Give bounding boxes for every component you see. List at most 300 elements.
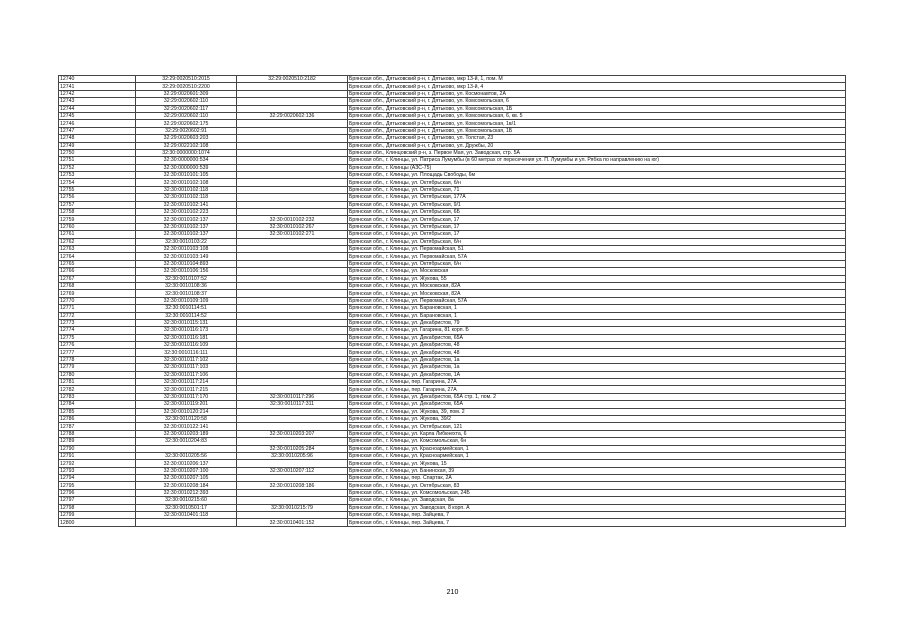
row-number-cell: 12768 <box>59 282 136 289</box>
cadastral-number-cell: 32:30:0010401:118 <box>136 512 237 519</box>
table-row <box>59 438 846 445</box>
sub-cadastral-number-cell <box>237 238 348 245</box>
address-cell: Брянская обл., г. Клинцы, ул. Октябрьская, 17 <box>348 216 846 223</box>
cadastral-number-cell: 32:30:0010120:58 <box>136 415 237 422</box>
sub-cadastral-number-cell: 32:30:0010207:112 <box>237 467 348 474</box>
cadastral-number-cell: 32:30:0010114:51 <box>136 305 237 312</box>
cadastral-number-cell: 32:30:0010102:137 <box>136 231 237 238</box>
address-cell: Брянская обл., Дятьковский р-н, г. Дятьково, ул. Комсомольская, 1Б <box>348 127 846 134</box>
address-cell: Брянская обл., г. Клинцы (АЗС-75) <box>348 164 846 171</box>
cadastral-number-cell: 32:30:0010206:137 <box>136 460 237 467</box>
row-number-cell: 12761 <box>59 231 136 238</box>
sub-cadastral-number-cell <box>237 275 348 282</box>
row-number-cell: 12775 <box>59 334 136 341</box>
cadastral-number-cell: 32:29:0020601:309 <box>136 90 237 97</box>
sub-cadastral-number-cell <box>237 349 348 356</box>
cadastral-number-cell: 32:30:0000000:534 <box>136 157 237 164</box>
address-cell: Брянская обл., г. Клинцы, ул. Жукова, 39/2 <box>348 415 846 422</box>
sub-cadastral-number-cell <box>237 290 348 297</box>
cadastral-number-cell: 32:30:0010117:103 <box>136 364 237 371</box>
table-row <box>59 112 846 119</box>
row-number-cell: 12760 <box>59 223 136 230</box>
table-row <box>59 386 846 393</box>
table-row <box>59 186 846 193</box>
cadastral-number-cell: 32:30:0010102:108 <box>136 179 237 186</box>
sub-cadastral-number-cell <box>237 305 348 312</box>
sub-cadastral-number-cell <box>237 142 348 149</box>
table-row <box>59 482 846 489</box>
sub-cadastral-number-cell <box>237 364 348 371</box>
table-row <box>59 172 846 179</box>
table-row <box>59 90 846 97</box>
table-row <box>59 253 846 260</box>
cadastral-number-cell: 32:30:0010102:137 <box>136 223 237 230</box>
table-row <box>59 452 846 459</box>
address-cell: Брянская обл., Дятьковский р-н, г. Дятьково, ул. Комсомольская, 1Б <box>348 105 846 112</box>
table-row <box>59 290 846 297</box>
row-number-cell: 12741 <box>59 83 136 90</box>
table-row <box>59 209 846 216</box>
cadastral-number-cell: 32:30:0000000:1074 <box>136 149 237 156</box>
address-cell: Брянская обл., г. Клинцы, ул. Жукова, 55 <box>348 275 846 282</box>
row-number-cell: 12743 <box>59 98 136 105</box>
table-row <box>59 231 846 238</box>
row-number-cell: 12740 <box>59 76 136 83</box>
sub-cadastral-number-cell <box>237 282 348 289</box>
sub-cadastral-number-cell <box>237 319 348 326</box>
table-row <box>59 194 846 201</box>
table-row <box>59 238 846 245</box>
sub-cadastral-number-cell <box>237 312 348 319</box>
table-row <box>59 364 846 371</box>
cadastral-number-cell: 32:30:0010122:141 <box>136 423 237 430</box>
table-row <box>59 504 846 511</box>
cadastral-number-cell: 32:30:0010204:83 <box>136 438 237 445</box>
row-number-cell: 12765 <box>59 260 136 267</box>
row-number-cell: 12755 <box>59 186 136 193</box>
sub-cadastral-number-cell: 32:30:0010117:296 <box>237 393 348 400</box>
sub-cadastral-number-cell <box>237 497 348 504</box>
row-number-cell: 12789 <box>59 438 136 445</box>
sub-cadastral-number-cell <box>237 120 348 127</box>
address-cell: Брянская обл., г. Клинцы, пер. Зайцева, 7 <box>348 512 846 519</box>
sub-cadastral-number-cell <box>237 260 348 267</box>
cadastral-number-cell: 32:30:0010119:201 <box>136 401 237 408</box>
sub-cadastral-number-cell: 32:29:0020510:2182 <box>237 76 348 83</box>
sub-cadastral-number-cell <box>237 83 348 90</box>
cadastral-number-cell: 32:30:0010117:215 <box>136 386 237 393</box>
table-row <box>59 216 846 223</box>
row-number-cell: 12780 <box>59 371 136 378</box>
sub-cadastral-number-cell <box>237 475 348 482</box>
page-number: 210 <box>446 589 459 596</box>
address-cell: Брянская обл., г. Клинцы, ул. Первомайская, 57А <box>348 297 846 304</box>
cadastral-number-cell: 32:30:0010207:100 <box>136 467 237 474</box>
table-row <box>59 98 846 105</box>
table-row <box>59 319 846 326</box>
sub-cadastral-number-cell: 32:30:0010203:207 <box>237 430 348 437</box>
table-row <box>59 393 846 400</box>
address-cell: Брянская обл., г. Клинцы, ул. Московская <box>348 268 846 275</box>
address-cell: Брянская обл., г. Клинцы, ул. Октябрьская, 17 <box>348 223 846 230</box>
table-row <box>59 297 846 304</box>
address-cell: Брянская обл., г. Клинцы, ул. Октябрьская, б/н <box>348 260 846 267</box>
cadastral-number-cell: 32:30:0010109:109 <box>136 297 237 304</box>
sub-cadastral-number-cell <box>237 253 348 260</box>
sub-cadastral-number-cell: 32:30:0010102:267 <box>237 223 348 230</box>
cadastral-number-cell: 32:30:0010102:137 <box>136 216 237 223</box>
sub-cadastral-number-cell <box>237 172 348 179</box>
table-row <box>59 120 846 127</box>
cadastral-number-cell: 32:30:0010207:105 <box>136 475 237 482</box>
address-cell: Брянская обл., г. Клинцы, ул. Барановская, 1 <box>348 305 846 312</box>
row-number-cell: 12787 <box>59 423 136 430</box>
address-cell: Брянская обл., Дятьковский р-н, г. Дятьково, мкр 13-й, 1, пом. М <box>348 76 846 83</box>
sub-cadastral-number-cell <box>237 268 348 275</box>
table-row <box>59 430 846 437</box>
cadastral-number-cell: 32:30:0010102:223 <box>136 209 237 216</box>
row-number-cell: 12788 <box>59 430 136 437</box>
table-row <box>59 105 846 112</box>
row-number-cell: 12757 <box>59 201 136 208</box>
table-row <box>59 497 846 504</box>
table-row <box>59 83 846 90</box>
table-row <box>59 157 846 164</box>
cadastral-number-cell <box>136 519 237 526</box>
cadastral-number-cell: 32:29:0020602:175 <box>136 120 237 127</box>
sub-cadastral-number-cell: 32:29:0020602:136 <box>237 112 348 119</box>
address-cell: Брянская обл., г. Клинцы, ул. Московская, 82А <box>348 290 846 297</box>
sub-cadastral-number-cell: 32:30:0010208:186 <box>237 482 348 489</box>
cadastral-number-cell: 32:29:0022102:108 <box>136 142 237 149</box>
table-row <box>59 519 846 526</box>
table-row <box>59 342 846 349</box>
row-number-cell: 12778 <box>59 356 136 363</box>
sub-cadastral-number-cell <box>237 194 348 201</box>
table-row <box>59 334 846 341</box>
row-number-cell: 12774 <box>59 327 136 334</box>
row-number-cell: 12776 <box>59 342 136 349</box>
address-cell: Брянская обл., г. Клинцы, ул. Октябрьская, б/н <box>348 238 846 245</box>
sub-cadastral-number-cell <box>237 408 348 415</box>
row-number-cell: 12769 <box>59 290 136 297</box>
table-row <box>59 268 846 275</box>
table-row <box>59 201 846 208</box>
table-row <box>59 379 846 386</box>
address-cell: Брянская обл., Клинцовский р-н, з. Первое Мая, ул. Заводская, стр. 5А <box>348 149 846 156</box>
address-cell: Брянская обл., г. Клинцы, ул. Декабристов, 79 <box>348 319 846 326</box>
table-row <box>59 312 846 319</box>
table-row <box>59 423 846 430</box>
cadastral-number-cell: 32:30:0000000:539 <box>136 164 237 171</box>
sub-cadastral-number-cell <box>237 438 348 445</box>
sub-cadastral-number-cell <box>237 209 348 216</box>
table-row <box>59 275 846 282</box>
address-cell: Брянская обл., г. Клинцы, ул. Октябрьская, 83 <box>348 482 846 489</box>
address-cell: Брянская обл., г. Клинцы, ул. Декабристов, 48 <box>348 342 846 349</box>
sub-cadastral-number-cell <box>237 423 348 430</box>
sub-cadastral-number-cell <box>237 186 348 193</box>
table-row <box>59 149 846 156</box>
cadastral-number-cell: 32:30:0010108:37 <box>136 290 237 297</box>
sub-cadastral-number-cell: 32:30:0010102:232 <box>237 216 348 223</box>
address-cell: Брянская обл., г. Клинцы, ул. Жукова, 15 <box>348 460 846 467</box>
cadastral-number-cell: 32:30:0010106:156 <box>136 268 237 275</box>
table-row <box>59 460 846 467</box>
address-cell: Брянская обл., г. Клинцы, ул. Жукова, 39, пом. 2 <box>348 408 846 415</box>
table-row <box>59 327 846 334</box>
cadastral-number-cell: 32:30:0010115:131 <box>136 319 237 326</box>
address-cell: Брянская обл., г. Клинцы, ул. Декабристов, 1а <box>348 356 846 363</box>
row-number-cell: 12779 <box>59 364 136 371</box>
sub-cadastral-number-cell: 32:30:0010215:79 <box>237 504 348 511</box>
address-cell: Брянская обл., г. Клинцы, ул. Московская, 82А <box>348 282 846 289</box>
address-cell: Брянская обл., Дятьковский р-н, г. Дятьково, ул. Толстая, 23 <box>348 135 846 142</box>
sub-cadastral-number-cell <box>237 201 348 208</box>
address-cell: Брянская обл., Дятьковский р-н, г. Дятьково, ул. Комсомольская, 6, кв. 5 <box>348 112 846 119</box>
address-cell: Брянская обл., Дятьковский р-н, г. Дятьково, мкр 13-й, 4 <box>348 83 846 90</box>
address-cell: Брянская обл., г. Клинцы, ул. Октябрьская, 6Б <box>348 209 846 216</box>
table-row <box>59 282 846 289</box>
registry-table <box>58 75 846 527</box>
address-cell: Брянская обл., г. Клинцы, ул. Октябрьская, 121 <box>348 423 846 430</box>
row-number-cell: 12749 <box>59 142 136 149</box>
cadastral-number-cell: 32:29:0020602:110 <box>136 112 237 119</box>
row-number-cell: 12782 <box>59 386 136 393</box>
address-cell: Брянская обл., г. Клинцы, ул. Первомайская, 51 <box>348 245 846 252</box>
row-number-cell: 12764 <box>59 253 136 260</box>
address-cell: Брянская обл., г. Клинцы, пер. Спартак, 2А <box>348 475 846 482</box>
cadastral-number-cell: 32:30:0010103:149 <box>136 253 237 260</box>
cadastral-number-cell: 32:30:0010120:214 <box>136 408 237 415</box>
cadastral-number-cell: 32:30:0010114:52 <box>136 312 237 319</box>
address-cell: Брянская обл., г. Клинцы, ул. Октябрьская, 71 <box>348 186 846 193</box>
cadastral-number-cell: 32:30:0010116:111 <box>136 349 237 356</box>
address-cell: Брянская обл., г. Клинцы, ул. Октябрьская, 177А <box>348 194 846 201</box>
cadastral-number-cell: 32:29:0020510:2200 <box>136 83 237 90</box>
table-row <box>59 305 846 312</box>
row-number-cell: 12792 <box>59 460 136 467</box>
row-number-cell: 12742 <box>59 90 136 97</box>
sub-cadastral-number-cell: 32:30:0010205:284 <box>237 445 348 452</box>
address-cell: Брянская обл., г. Клинцы, ул. Банинская, 39 <box>348 467 846 474</box>
sub-cadastral-number-cell <box>237 135 348 142</box>
row-number-cell: 12762 <box>59 238 136 245</box>
sub-cadastral-number-cell: 32:30:0010117:311 <box>237 401 348 408</box>
row-number-cell: 12744 <box>59 105 136 112</box>
row-number-cell: 12786 <box>59 415 136 422</box>
row-number-cell: 12748 <box>59 135 136 142</box>
address-cell: Брянская обл., Дятьковский р-н, г. Дятьково, ул. Дружбы, 20 <box>348 142 846 149</box>
address-cell: Брянская обл., г. Клинцы, ул. Октябрьская, б/н <box>348 179 846 186</box>
cadastral-number-cell: 32:29:0020602:117 <box>136 105 237 112</box>
row-number-cell: 12795 <box>59 482 136 489</box>
address-cell: Брянская обл., г. Клинцы, ул. Заводская, 8 корп. А <box>348 504 846 511</box>
table-row <box>59 223 846 230</box>
sub-cadastral-number-cell <box>237 90 348 97</box>
row-number-cell: 12791 <box>59 452 136 459</box>
address-cell: Брянская обл., г. Клинцы, пер. Гагарина, 27А <box>348 386 846 393</box>
table-row <box>59 356 846 363</box>
row-number-cell: 12796 <box>59 489 136 496</box>
cadastral-number-cell: 32:30:0010203:189 <box>136 430 237 437</box>
table-row <box>59 245 846 252</box>
cadastral-number-cell <box>136 445 237 452</box>
cadastral-number-cell: 32:30:0010501:17 <box>136 504 237 511</box>
row-number-cell: 12750 <box>59 149 136 156</box>
address-cell: Брянская обл., Дятьковский р-н, г. Дятьково, ул. Комсомольская, 1в/1 <box>348 120 846 127</box>
address-cell: Брянская обл., г. Клинцы, ул. Красноармейская, 1 <box>348 445 846 452</box>
address-cell: Брянская обл., г. Клинцы, ул. Комсомольская, 24Б <box>348 489 846 496</box>
address-cell: Брянская обл., г. Клинцы, ул. Декабристов, 48 <box>348 349 846 356</box>
row-number-cell: 12798 <box>59 504 136 511</box>
cadastral-number-cell: 32:30:0010102:118 <box>136 194 237 201</box>
row-number-cell: 12799 <box>59 512 136 519</box>
row-number-cell: 12785 <box>59 408 136 415</box>
row-number-cell: 12797 <box>59 497 136 504</box>
table-row <box>59 371 846 378</box>
cadastral-number-cell: 32:30:0010215:60 <box>136 497 237 504</box>
row-number-cell: 12763 <box>59 245 136 252</box>
cadastral-number-cell: 32:29:0020603:203 <box>136 135 237 142</box>
table-row <box>59 415 846 422</box>
cadastral-number-cell: 32:30:0010103:108 <box>136 245 237 252</box>
cadastral-number-cell: 32:29:0020510:2015 <box>136 76 237 83</box>
row-number-cell: 12758 <box>59 209 136 216</box>
cadastral-number-cell: 32:30:0010103:22 <box>136 238 237 245</box>
cadastral-number-cell: 32:30:0010104:893 <box>136 260 237 267</box>
row-number-cell: 12770 <box>59 297 136 304</box>
cadastral-number-cell: 32:30:0010102:118 <box>136 186 237 193</box>
sub-cadastral-number-cell <box>237 460 348 467</box>
row-number-cell: 12746 <box>59 120 136 127</box>
row-number-cell: 12754 <box>59 179 136 186</box>
table-row <box>59 489 846 496</box>
address-cell: Брянская обл., г. Клинцы, ул. Красноармейская, 1 <box>348 452 846 459</box>
sub-cadastral-number-cell <box>237 105 348 112</box>
address-cell: Брянская обл., г. Клинцы, ул. Первомайская, 57А <box>348 253 846 260</box>
address-cell: Брянская обл., Дятьковский р-н, г. Дятьково, ул. Космонавтов, 2А <box>348 90 846 97</box>
row-number-cell: 12793 <box>59 467 136 474</box>
address-cell: Брянская обл., г. Клинцы, ул. Октябрьская, 9/1 <box>348 201 846 208</box>
row-number-cell: 12800 <box>59 519 136 526</box>
cadastral-number-cell: 32:30:0010116:109 <box>136 342 237 349</box>
row-number-cell: 12771 <box>59 305 136 312</box>
row-number-cell: 12772 <box>59 312 136 319</box>
address-cell: Брянская обл., г. Клинцы, ул. Заводская, 8а <box>348 497 846 504</box>
sub-cadastral-number-cell <box>237 245 348 252</box>
row-number-cell: 12773 <box>59 319 136 326</box>
address-cell: Брянская обл., г. Клинцы, ул. Комсомольская, 6н <box>348 438 846 445</box>
table-row <box>59 135 846 142</box>
table-row <box>59 401 846 408</box>
cadastral-number-cell: 32:30:0010205:56 <box>136 452 237 459</box>
sub-cadastral-number-cell: 32:30:0010102:271 <box>237 231 348 238</box>
cadastral-number-cell: 32:30:0010117:106 <box>136 371 237 378</box>
sub-cadastral-number-cell <box>237 512 348 519</box>
sub-cadastral-number-cell <box>237 489 348 496</box>
address-cell: Брянская обл., г. Клинцы, ул. Декабристов, 65А стр. 1, пом. 2 <box>348 393 846 400</box>
cadastral-number-cell: 32:30:0010116:181 <box>136 334 237 341</box>
row-number-cell: 12783 <box>59 393 136 400</box>
cadastral-number-cell: 32:30:0010101:105 <box>136 172 237 179</box>
sub-cadastral-number-cell <box>237 415 348 422</box>
sub-cadastral-number-cell <box>237 179 348 186</box>
address-cell: Брянская обл., г. Клинцы, ул. Декабристов, 1а <box>348 364 846 371</box>
sub-cadastral-number-cell <box>237 386 348 393</box>
table-row <box>59 349 846 356</box>
cadastral-number-cell: 32:30:0010117:170 <box>136 393 237 400</box>
cadastral-number-cell: 32:30:0010117:102 <box>136 356 237 363</box>
address-cell: Брянская обл., г. Клинцы, ул. Площадь Свободы, 6м <box>348 172 846 179</box>
cadastral-number-cell: 32:30:0010117:214 <box>136 379 237 386</box>
row-number-cell: 12790 <box>59 445 136 452</box>
sub-cadastral-number-cell <box>237 297 348 304</box>
address-cell: Брянская обл., г. Клинцы, ул. Декабристов, 65А <box>348 401 846 408</box>
sub-cadastral-number-cell <box>237 157 348 164</box>
address-cell: Брянская обл., г. Клинцы, ул. Патриса Лумумбы (в 60 метрах от пересечения ул. П. Лумумбы и ул. Рябка по направлению на юг) <box>348 157 846 164</box>
cadastral-number-cell: 32:30:0010102:141 <box>136 201 237 208</box>
table-row <box>59 142 846 149</box>
sub-cadastral-number-cell <box>237 371 348 378</box>
address-cell: Брянская обл., г. Клинцы, ул. Октябрьская, 17 <box>348 231 846 238</box>
table-row <box>59 445 846 452</box>
address-cell: Брянская обл., Дятьковский р-н, г. Дятьково, ул. Комсомольская, 6 <box>348 98 846 105</box>
row-number-cell: 12767 <box>59 275 136 282</box>
address-cell: Брянская обл., г. Клинцы, ул. Карла Либкнехта, 6 <box>348 430 846 437</box>
sub-cadastral-number-cell <box>237 342 348 349</box>
address-cell: Брянская обл., г. Клинцы, пер. Зайцева, 7 <box>348 519 846 526</box>
table-row <box>59 408 846 415</box>
cadastral-number-cell: 32:30:0010108:36 <box>136 282 237 289</box>
cadastral-number-cell: 32:30:0010107:52 <box>136 275 237 282</box>
cadastral-number-cell: 32:29:0020602:110 <box>136 98 237 105</box>
sub-cadastral-number-cell: 32:30:0010401:152 <box>237 519 348 526</box>
registry-table-body <box>59 76 846 527</box>
table-row <box>59 260 846 267</box>
table-row <box>59 475 846 482</box>
row-number-cell: 12759 <box>59 216 136 223</box>
table-row <box>59 179 846 186</box>
cadastral-number-cell: 32:30:0010212:393 <box>136 489 237 496</box>
sub-cadastral-number-cell <box>237 127 348 134</box>
sub-cadastral-number-cell <box>237 356 348 363</box>
row-number-cell: 12745 <box>59 112 136 119</box>
row-number-cell: 12751 <box>59 157 136 164</box>
sub-cadastral-number-cell <box>237 334 348 341</box>
sub-cadastral-number-cell <box>237 164 348 171</box>
table-row <box>59 76 846 83</box>
row-number-cell: 12781 <box>59 379 136 386</box>
cadastral-number-cell: 32:30:0010116:173 <box>136 327 237 334</box>
sub-cadastral-number-cell <box>237 327 348 334</box>
sub-cadastral-number-cell <box>237 98 348 105</box>
row-number-cell: 12753 <box>59 172 136 179</box>
row-number-cell: 12794 <box>59 475 136 482</box>
address-cell: Брянская обл., г. Клинцы, пер. Гагарина, 27А <box>348 379 846 386</box>
table-row <box>59 164 846 171</box>
table-row <box>59 512 846 519</box>
cadastral-number-cell: 32:30:0010208:184 <box>136 482 237 489</box>
row-number-cell: 12766 <box>59 268 136 275</box>
cadastral-number-cell: 32:29:0020602:91 <box>136 127 237 134</box>
address-cell: Брянская обл., г. Клинцы, ул. Гагарина, 81 корп. Б <box>348 327 846 334</box>
row-number-cell: 12756 <box>59 194 136 201</box>
sub-cadastral-number-cell: 32:30:0010205:96 <box>237 452 348 459</box>
address-cell: Брянская обл., г. Клинцы, ул. Барановская, 1 <box>348 312 846 319</box>
table-row <box>59 127 846 134</box>
row-number-cell: 12752 <box>59 164 136 171</box>
